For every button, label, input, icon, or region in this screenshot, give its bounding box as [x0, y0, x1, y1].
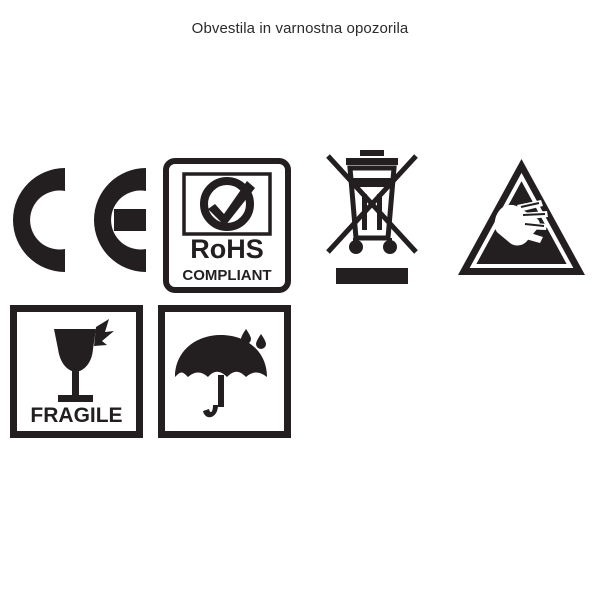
- ce-marking-symbol: [8, 160, 148, 280]
- fragile-symbol: [10, 305, 143, 438]
- rohs-compliant-text: COMPLIANT: [182, 267, 272, 284]
- rohs-text: RoHS: [190, 234, 264, 264]
- weee-crossed-out-wheelie-bin-symbol: [322, 142, 422, 294]
- rohs-compliant-symbol: [163, 158, 291, 293]
- keep-dry-umbrella-symbol: [158, 305, 291, 438]
- page-title: Obvestila in varnostna opozorila: [191, 20, 409, 37]
- esd-sensitive-device-symbol: [455, 155, 588, 281]
- fragile-text: FRAGILE: [30, 404, 123, 427]
